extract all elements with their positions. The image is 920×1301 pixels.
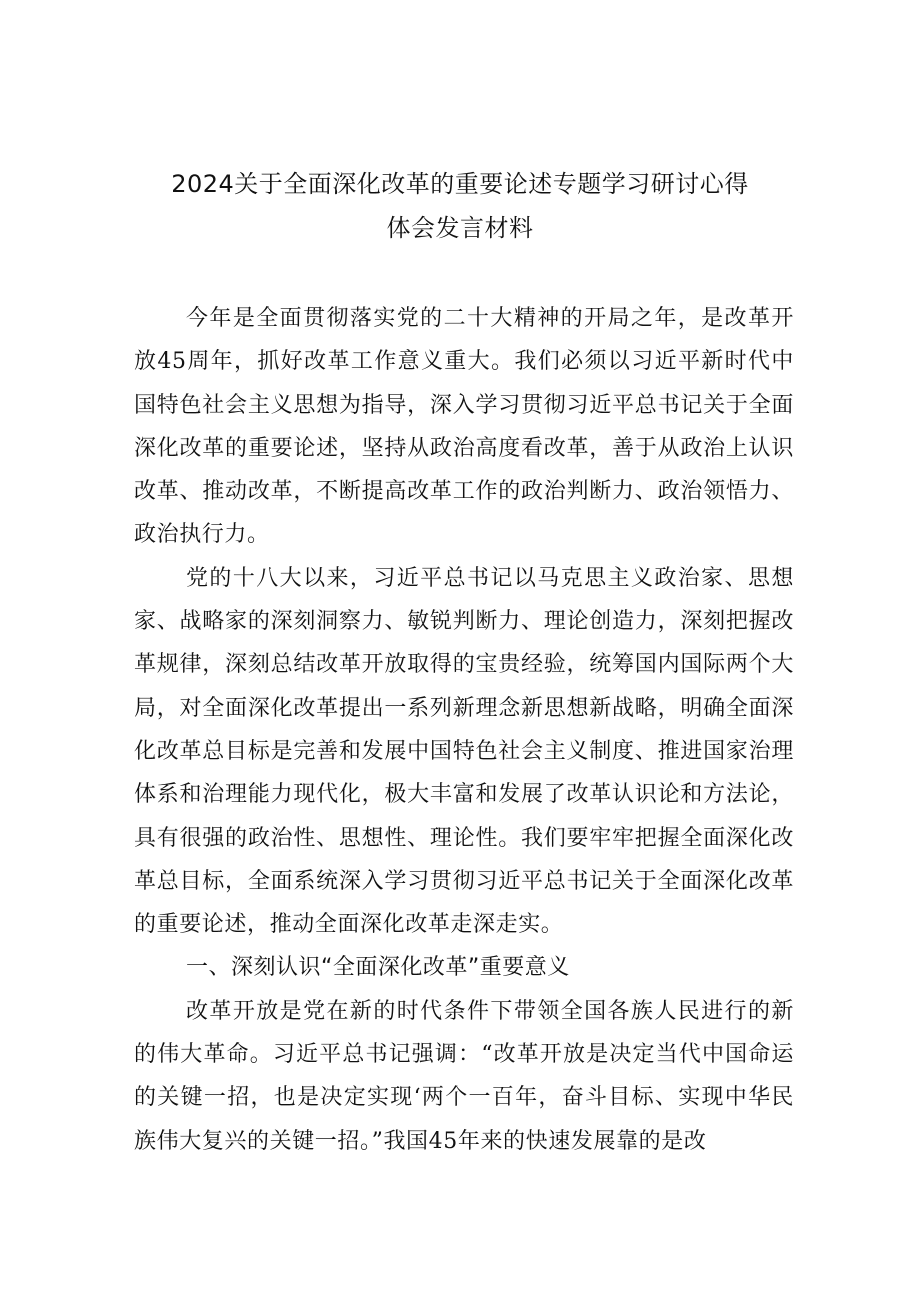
document-title-line-2: 体会发言材料 <box>386 214 534 242</box>
paragraph-background: 党的十八大以来，习近平总书记以马克思主义政治家、思想家、战略家的深刻洞察力、敏锐判断力、理论创造力，深刻把握改革规律，深刻总结改革开放取得的宝贵经验，统筹国内国际两个大局，对全面深化改革提出一系列新理念新思想新战略，明确全面深化改革总目标是完善和发展中国特色社会主义制度、推进国家治理体系和治理能力现代化，极大丰富和发展了改革认识论和方法论，具有很强的政治性、思想性、理论性。我们要牢牢把握全面深化改革总目标，全面系统深入学习贯彻习近平总书记关于全面深化改革的重要论述，推动全面深化改革走深走实。 <box>134 565 794 938</box>
document-body <box>134 297 794 1163</box>
paragraph-intro: 今年是全面贯彻落实党的二十大精神的开局之年，是改革开放45周年，抓好改革工作意义重大。我们必须以习近平新时代中国特色社会主义思想为指导，深入学习贯彻习近平总书记关于全面深化改革的重要论述，坚持从政治高度看改革，善于从政治上认识改革、推动改革，不断提高改革工作的政治判断力、政治领悟力、政治执行力。 <box>134 306 794 548</box>
document-title-line-1: 2024关于全面深化改革的重要论述专题学习研讨心得 <box>171 170 749 198</box>
section-heading: 一、深刻认识“全面深化改革”重要意义 <box>186 955 570 981</box>
paragraph-section-one: 改革开放是党在新的时代条件下带领全国各族人民进行的新的伟大革命。习近平总书记强调：“改革开放是决定当代中国命运的关键一招，也是决定实现‘两个一百年，奋斗目标、实现中华民族伟大复兴的关键一招。”我国45年来的快速发展靠的是改 <box>134 998 794 1154</box>
